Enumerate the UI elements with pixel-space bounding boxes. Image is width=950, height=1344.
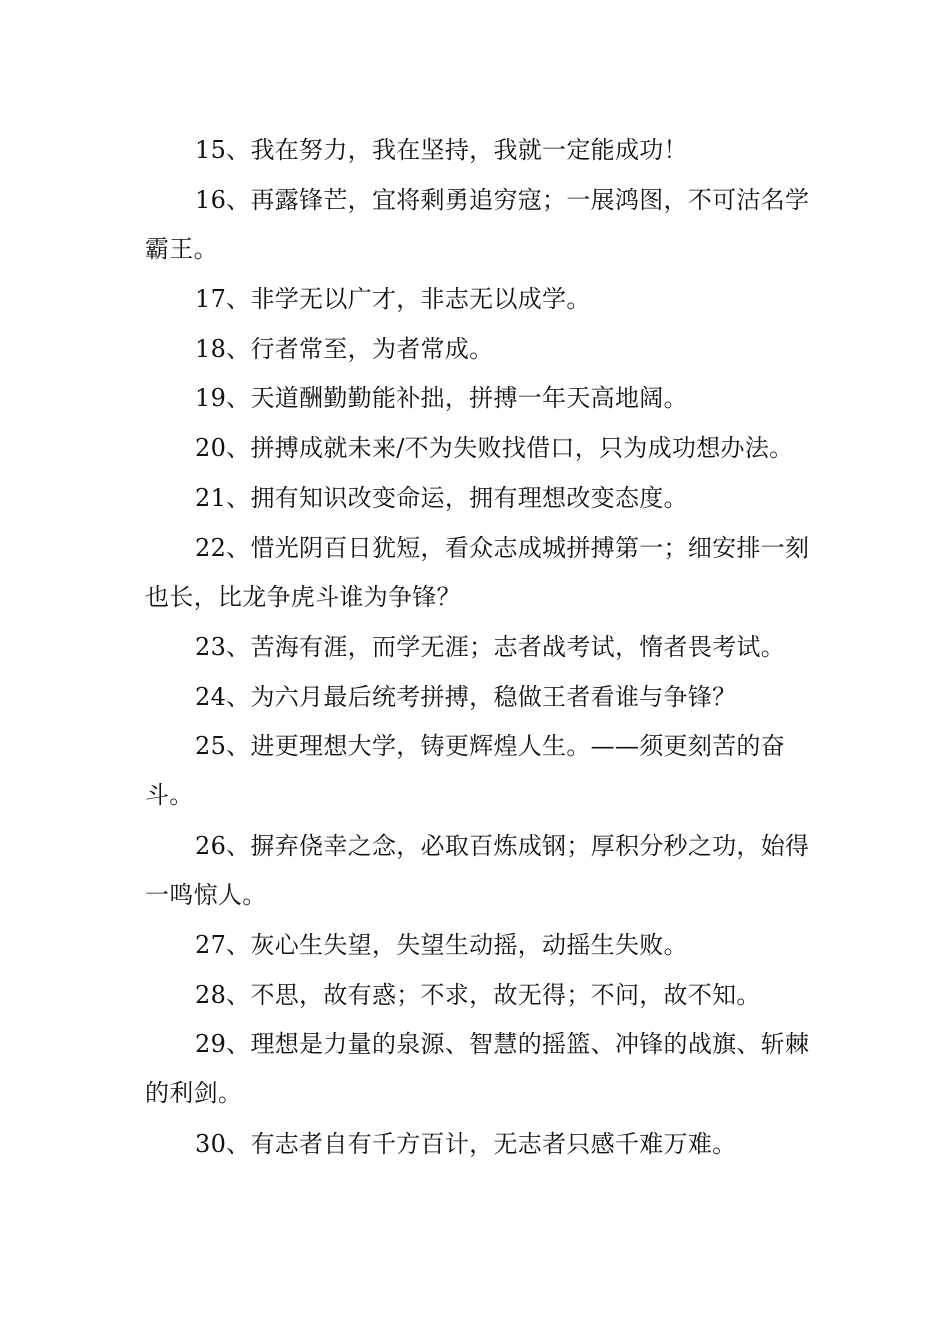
- paragraph-30: 30、有志者自有千方百计，无志者只感千难万难。: [195, 1130, 737, 1158]
- paragraph-24: 24、为六月最后统考拼搏，稳做王者看谁与争锋？: [195, 683, 737, 711]
- paragraph-23: 23、苦海有涯，而学无涯；志者战考试，惰者畏考试。: [195, 633, 786, 661]
- paragraph-22: 22、惜光阴百日犹短，看众志成城拼搏第一；细安排一刻也长，比龙争虎斗谁为争锋？: [145, 534, 810, 611]
- paragraph-26: 26、摒弃侥幸之念，必取百炼成钢；厚积分秒之功，始得一鸣惊人。: [145, 832, 810, 909]
- paragraph-28: 28、不思，故有惑；不求，故无得；不问，故不知。: [195, 981, 761, 1009]
- paragraph-15: 15、我在努力，我在坚持，我就一定能成功！: [195, 136, 688, 164]
- paragraph-25: 25、进更理想大学，铸更辉煌人生。——须更刻苦的奋斗。: [145, 732, 786, 809]
- paragraph-20: 20、拼搏成就未来/不为失败找借口，只为成功想办法。: [195, 434, 794, 462]
- paragraph-29: 29、理想是力量的泉源、智慧的摇篮、冲锋的战旗、斩棘的利剑。: [145, 1030, 810, 1107]
- paragraph-27: 27、灰心生失望，失望生动摇，动摇生失败。: [195, 931, 688, 959]
- paragraph-19: 19、天道酬勤勤能补拙，拼搏一年天高地阔。: [195, 384, 688, 412]
- paragraph-16: 16、再露锋芒，宜将剩勇追穷寇；一展鸿图，不可沽名学霸王。: [145, 186, 810, 263]
- paragraph-21: 21、拥有知识改变命运，拥有理想改变态度。: [195, 484, 688, 512]
- paragraph-18: 18、行者常至，为者常成。: [195, 335, 494, 363]
- paragraph-17: 17、非学无以广才，非志无以成学。: [195, 285, 591, 313]
